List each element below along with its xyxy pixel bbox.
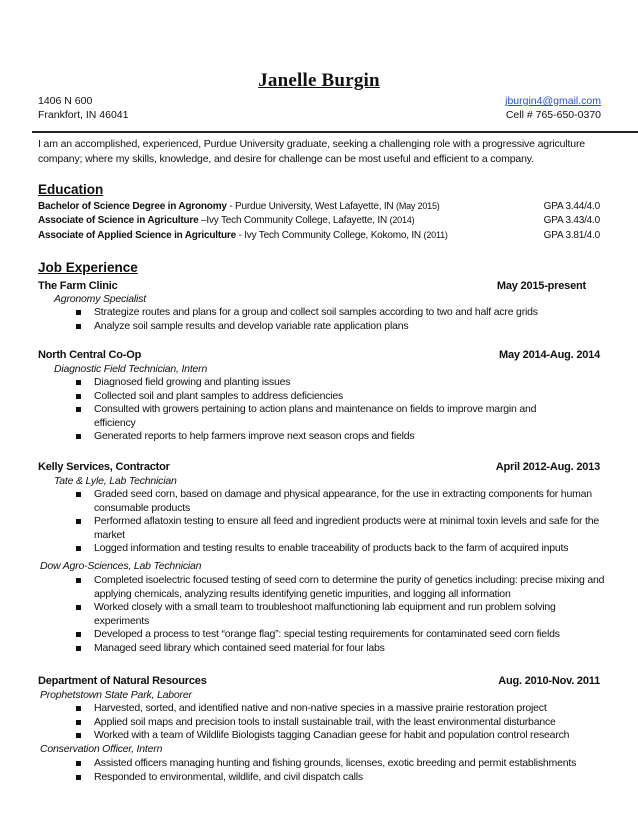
- duty-item: Harvested, sorted, and identified native and non-native species in a massive prairie restoration project: [76, 702, 616, 716]
- degree-title: Associate of Science in Agriculture: [38, 215, 199, 226]
- education-item: [38, 200, 600, 213]
- job-dates: May 2015-present: [496, 280, 586, 292]
- job-role: Diagnostic Field Technician, Intern: [54, 363, 208, 375]
- duty-item: Worked with a team of Wildlife Biologists tagging Canadian geese for habit and population control research: [76, 729, 616, 743]
- employer-name: North Central Co-Op: [38, 349, 142, 361]
- contact-block: [505, 94, 601, 122]
- duty-list: [76, 702, 616, 743]
- employer-name: Kelly Services, Contractor: [38, 461, 170, 473]
- degree-title: Associate of Applied Science in Agriculture: [38, 230, 236, 241]
- duty-item: Logged information and testing results to enable traceability of products back to the farm of acquired inputs: [76, 542, 606, 556]
- job-header: [38, 460, 600, 474]
- school-name: - Ivy Tech Community College, Kokomo, IN: [235, 230, 424, 241]
- email-link[interactable]: jburgin4@gmail.com: [505, 95, 601, 107]
- degree-title: Bachelor of Science Degree in Agronomy: [38, 201, 227, 212]
- address-line-2: Frankfort, IN 46041: [38, 109, 129, 121]
- education-heading: Education: [38, 182, 104, 197]
- gpa-value: GPA 3.81/4.0: [543, 230, 600, 241]
- job-role: Prophetstown State Park, Laborer: [40, 689, 192, 701]
- degree-date: (2011): [423, 230, 448, 240]
- duty-item: Responded to environmental, wildlife, and civil dispatch calls: [76, 771, 616, 785]
- duty-item: Performed aflatoxin testing to ensure all feed and ingredient products were at minimal toxin levels and safe for the market: [76, 515, 606, 542]
- summary-paragraph: I am an accomplished, experienced, Purdue University graduate, seeking a challenging role with a progressive agriculture company; where my skills, knowledge, and desire for challenge can be most useful and efficient to a company.: [38, 138, 585, 165]
- duty-list: [76, 306, 606, 333]
- duty-item: Developed a process to test “orange flag”: special testing requirements for contaminated seed corn fields: [76, 628, 606, 642]
- school-name: –Ivy Tech Community College, Lafayette, IN: [198, 215, 390, 226]
- duty-item: Collected soil and plant samples to address deficiencies: [76, 390, 576, 404]
- job-role: Tate & Lyle, Lab Technician: [54, 475, 177, 487]
- experience-heading: Job Experience: [38, 260, 138, 275]
- job-role: Dow Agro-Sciences, Lab Technician: [40, 560, 202, 572]
- job-header: [38, 348, 600, 362]
- employer-name: Department of Natural Resources: [38, 675, 207, 687]
- job-header: [38, 674, 600, 688]
- header-divider: [32, 131, 638, 133]
- cell-phone: Cell # 765-650-0370: [505, 109, 601, 121]
- job-dates: May 2014-Aug. 2014: [499, 349, 600, 361]
- job-dates: Aug. 2010-Nov. 2011: [498, 675, 600, 687]
- job-header: [38, 279, 586, 293]
- duty-list: [76, 574, 606, 656]
- duty-list: [76, 376, 576, 444]
- duty-item: Completed isoelectric focused testing of seed corn to determine the purity of genetics including: precise mixing and applying chemicals, analyzing results identifying genetic impurities, and logging all information: [76, 574, 606, 601]
- address-line-1: 1406 N 600: [38, 95, 93, 107]
- duty-item: Strategize routes and plans for a group and collect soil samples according to two and half acre grids: [76, 306, 606, 320]
- candidate-name: Janelle Burgin: [258, 70, 380, 91]
- education-item: [38, 214, 600, 227]
- duty-item: Applied soil maps and precision tools to install sustainable trail, with the least environmental disturbance: [76, 716, 616, 730]
- duty-item: Diagnosed field growing and planting issues: [76, 376, 576, 390]
- duty-list: [76, 757, 616, 784]
- school-name: - Purdue University, West Lafayette, IN: [226, 201, 397, 212]
- employer-name: The Farm Clinic: [38, 280, 118, 292]
- duty-item: Consulted with growers pertaining to action plans and maintenance on fields to improve margin and efficiency: [76, 403, 576, 430]
- degree-date: (2014): [389, 215, 415, 225]
- duty-list: [76, 488, 606, 556]
- education-item: [38, 229, 600, 242]
- duty-item: Assisted officers managing hunting and fishing grounds, licenses, exotic breeding and permit establishments: [76, 757, 616, 771]
- duty-item: Graded seed corn, based on damage and physical appearance, for the use in extracting components for human consumable products: [76, 488, 606, 515]
- duty-item: Analyze soil sample results and develop variable rate application plans: [76, 320, 606, 334]
- duty-item: Worked closely with a small team to troubleshoot malfunctioning lab equipment and run problem solving experiments: [76, 601, 606, 628]
- gpa-value: GPA 3.43/4.0: [543, 215, 600, 226]
- gpa-value: GPA 3.44/4.0: [543, 201, 600, 212]
- duty-item: Managed seed library which contained seed material for four labs: [76, 642, 606, 656]
- job-role: Agronomy Specialist: [54, 293, 146, 305]
- duty-item: Generated reports to help farmers improve next season crops and fields: [76, 430, 576, 444]
- degree-date: (May 2015): [396, 201, 440, 211]
- job-dates: April 2012-Aug. 2013: [495, 461, 600, 473]
- address-block: [38, 94, 128, 122]
- job-role: Conservation Officer, Intern: [40, 743, 163, 755]
